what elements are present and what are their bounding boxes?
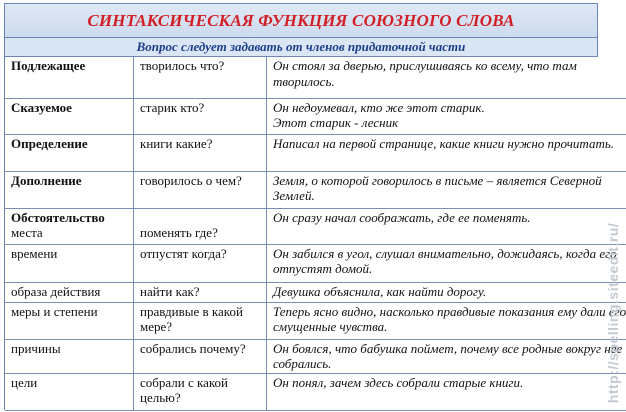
table-row <box>5 134 626 171</box>
member-cell: причины <box>5 339 134 373</box>
table-row <box>5 244 626 282</box>
table-row <box>5 373 626 410</box>
site-watermark <box>601 215 625 410</box>
page-title: СИНТАКСИЧЕСКАЯ ФУНКЦИЯ СОЮЗНОГО СЛОВА <box>87 10 515 30</box>
member-cell: Дополнение <box>5 171 134 208</box>
question-cell: отпустят когда? <box>134 244 267 282</box>
example-cell: Написал на первой странице, какие книги нужно прочитать. <box>267 134 626 171</box>
member-line: Обстоятельство <box>11 209 105 225</box>
table-row <box>5 208 626 244</box>
question-line <box>140 210 261 226</box>
member-cell: образа действия <box>5 282 134 302</box>
table-row <box>5 98 626 134</box>
question-cell <box>134 208 267 244</box>
example-cell: Теперь ясно видно, насколько правдивые показания ему дали его смущенные чувства. <box>267 302 626 339</box>
member-cell: Сказуемое <box>5 98 134 134</box>
question-cell: собрали с какой целью? <box>134 373 267 410</box>
syntax-function-table <box>5 57 626 411</box>
question-cell: говорилось о чем? <box>134 171 267 208</box>
member-cell: Определение <box>5 134 134 171</box>
example-cell: Он сразу начал соображать, где ее поменять. <box>267 208 626 244</box>
subtitle-bar <box>5 38 597 57</box>
table-row <box>5 302 626 339</box>
question-line: поменять где? <box>140 225 218 240</box>
member-cell <box>5 208 134 244</box>
question-cell: найти как? <box>134 282 267 302</box>
watermark-text: http://spelling.siteedit.ru/ <box>605 222 622 403</box>
table-row <box>5 57 626 98</box>
question-cell: старик кто? <box>134 98 267 134</box>
example-cell <box>267 98 626 134</box>
example-cell: Он стоял за дверью, прислушиваясь ко всему, что там творилось. <box>267 57 626 98</box>
member-cell: Подлежащее <box>5 57 134 98</box>
member-line: места <box>11 225 43 240</box>
table-row <box>5 339 626 373</box>
example-cell: Он боялся, что бабушка поймет, почему все родные вокруг нее собрались. <box>267 339 626 373</box>
question-cell: правдивые в какой мере? <box>134 302 267 339</box>
table-row <box>5 171 626 208</box>
question-cell: книги какие? <box>134 134 267 171</box>
member-cell: времени <box>5 244 134 282</box>
example-cell: Девушка объяснила, как найти дорогу. <box>267 282 626 302</box>
member-cell: меры и степени <box>5 302 134 339</box>
question-cell: собрались почему? <box>134 339 267 373</box>
member-cell: цели <box>5 373 134 410</box>
example-line: Он недоумевал, кто же этот старик. <box>273 99 485 115</box>
table-row <box>5 282 626 302</box>
example-line: Этот старик - лесник <box>273 115 399 130</box>
page-subtitle: Вопрос следует задавать от членов придаточной части <box>136 39 466 54</box>
example-cell: Он забился в угол, слушал внимательно, дожидаясь, когда его отпустят домой. <box>267 244 626 282</box>
question-cell: творилось что? <box>134 57 267 98</box>
example-cell: Он понял, зачем здесь собрали старые книги. <box>267 373 626 410</box>
title-bar <box>5 4 597 38</box>
example-cell: Земля, о которой говорилось в письме – является Северной Землей. <box>267 171 626 208</box>
